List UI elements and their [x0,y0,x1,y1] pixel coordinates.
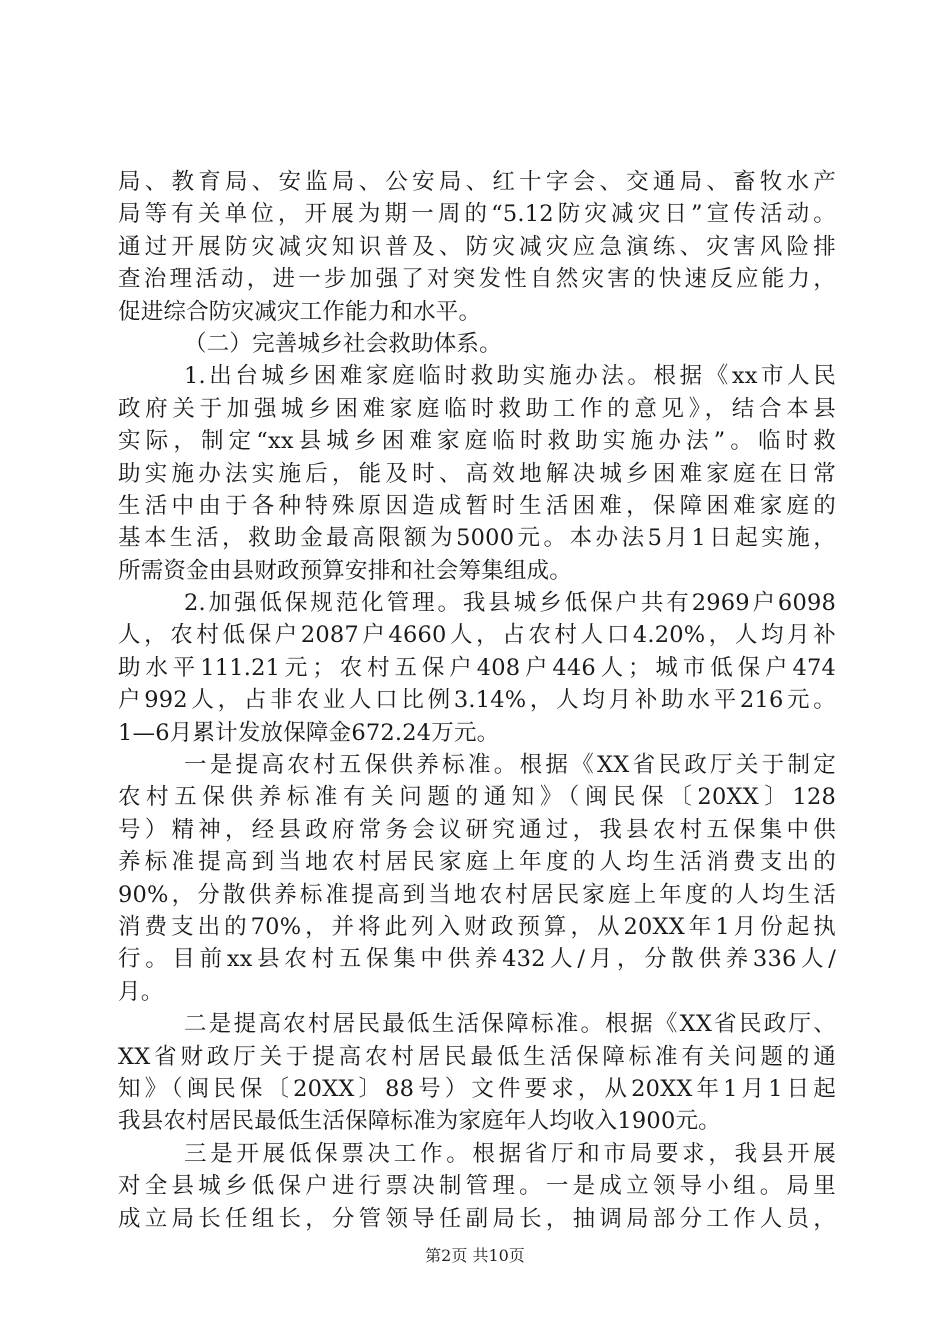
text-line: 生活中由于各种特殊原因造成暂时生活困难，保障困难家庭的 [118,492,836,519]
page-footer [0,1244,950,1268]
text-line: 局等有关单位，开展为期一周的“5.12防灾减灾日”宣传活动。 [118,201,836,228]
text-line: 基本生活，救助金最高限额为5000元。本办法5月1日起实施， [118,525,836,552]
text-line: 二是提高农村居民最低生活保障标准。根据《XX省民政厅、 [184,1011,836,1038]
text-line: 成立局长任组长，分管领导任副局长，抽调局部分工作人员， [118,1205,836,1232]
text-line: 我县农村居民最低生活保障标准为家庭年人均收入1900元。 [118,1108,721,1135]
text-line: 农村五保供养标准有关问题的通知》（闽民保〔20XX〕128 [118,784,836,811]
text-line: 90%，分散供养标准提高到当地农村居民家庭上年度的人均生活 [118,881,836,908]
document-body [118,166,836,1235]
text-line: 养标准提高到当地农村居民家庭上年度的人均生活消费支出的 [118,849,836,876]
text-line: 月。 [118,978,164,1005]
text-line: 通过开展防灾减灾知识普及、防灾减灾应急演练、灾害风险排 [118,233,836,260]
text-line: 助水平111.21元；农村五保户408户446人；城市低保户474 [118,654,836,681]
page-number-label: 第2页 共10页 [425,1246,525,1265]
text-line: 三是开展低保票决工作。根据省厅和市局要求，我县开展 [184,1140,836,1167]
text-line: 2.加强低保规范化管理。我县城乡低保户共有2969户6098 [184,590,836,617]
text-line: 行。目前xx县农村五保集中供养432人/月，分散供养336人/ [118,946,836,973]
text-line: 查治理活动，进一步加强了对突发性自然灾害的快速反应能力， [118,266,836,293]
text-line: 促进综合防灾减灾工作能力和水平。 [118,298,482,325]
text-line: 局、教育局、安监局、公安局、红十字会、交通局、畜牧水产 [118,169,836,195]
text-line: 对全县城乡低保户进行票决制管理。一是成立领导小组。局里 [118,1173,836,1200]
text-line: 助实施办法实施后，能及时、高效地解决城乡困难家庭在日常 [118,460,836,487]
text-line: 实际，制定“xx县城乡困难家庭临时救助实施办法”。临时救 [118,428,836,455]
text-line: 1.出台城乡困难家庭临时救助实施办法。根据《xx市人民 [184,363,836,390]
text-line: 知》（闽民保〔20XX〕88号）文件要求，从20XX年1月1日起 [118,1075,836,1102]
text-line: 消费支出的70%，并将此列入财政预算，从20XX年1月份起执 [118,913,836,940]
text-line: 号）精神，经县政府常务会议研究通过，我县农村五保集中供 [118,816,836,843]
text-line: 1—6月累计发放保障金672.24万元。 [118,719,500,746]
text-line: 人，农村低保户2087户4660人，占农村人口4.20%，人均月补 [118,622,836,649]
text-line: XX省财政厅关于提高农村居民最低生活保障标准有关问题的通 [118,1043,836,1070]
text-line: 一是提高农村五保供养标准。根据《XX省民政厅关于制定 [184,752,836,779]
text-line: 政府关于加强城乡困难家庭临时救助工作的意见》，结合本县 [118,395,836,422]
text-line: 户992人，占非农业人口比例3.14%，人均月补助水平216元。 [118,687,836,714]
text-line: （二）完善城乡社会救助体系。 [184,330,502,357]
text-line: 所需资金由县财政预算安排和社会筹集组成。 [118,557,573,584]
